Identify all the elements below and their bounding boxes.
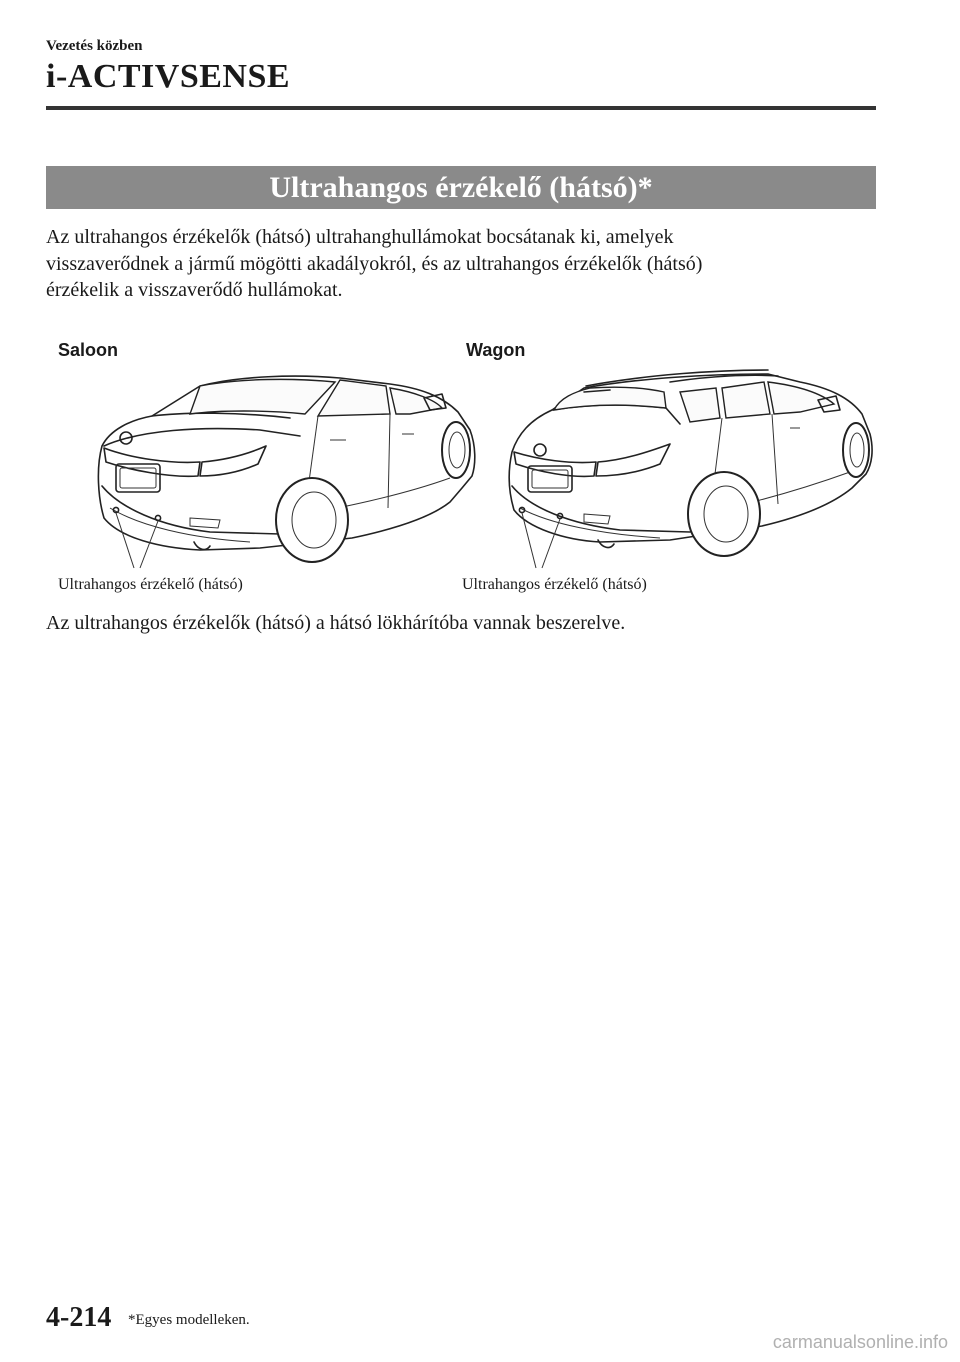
wagon-car-rear-icon <box>500 364 875 572</box>
intro-line: érzékelik a visszaverődő hullámokat. <box>46 279 343 301</box>
saloon-label: Saloon <box>58 340 119 360</box>
saloon-car-rear-icon <box>90 368 480 573</box>
chapter-title: Vezetés közben <box>46 38 143 54</box>
saloon-sensor-caption: Ultrahangos érzékelő (hátsó) <box>58 576 243 593</box>
intro-line: Az ultrahangos érzékelők (hátsó) ultrahanghullámokat bocsátanak ki, amelyek <box>46 226 674 248</box>
watermark: carmanualsonline.info <box>772 1332 948 1352</box>
intro-paragraph <box>46 224 876 304</box>
section-title: i-ACTIVSENSE <box>46 58 291 95</box>
footnote: *Egyes modelleken. <box>128 1312 250 1328</box>
header-rule <box>46 106 876 110</box>
sensor-location-note: Az ultrahangos érzékelők (hátsó) a hátsó lökhárítóba vannak beszerelve. <box>46 612 626 634</box>
wagon-label: Wagon <box>466 340 526 360</box>
topic-banner: Ultrahangos érzékelő (hátsó)* <box>46 166 876 209</box>
page-number: 4-214 <box>46 1302 112 1333</box>
intro-line: visszaverődnek a jármű mögötti akadályokról, és az ultrahangos érzékelők (hátsó) <box>46 252 703 275</box>
wagon-sensor-caption: Ultrahangos érzékelő (hátsó) <box>462 576 647 593</box>
